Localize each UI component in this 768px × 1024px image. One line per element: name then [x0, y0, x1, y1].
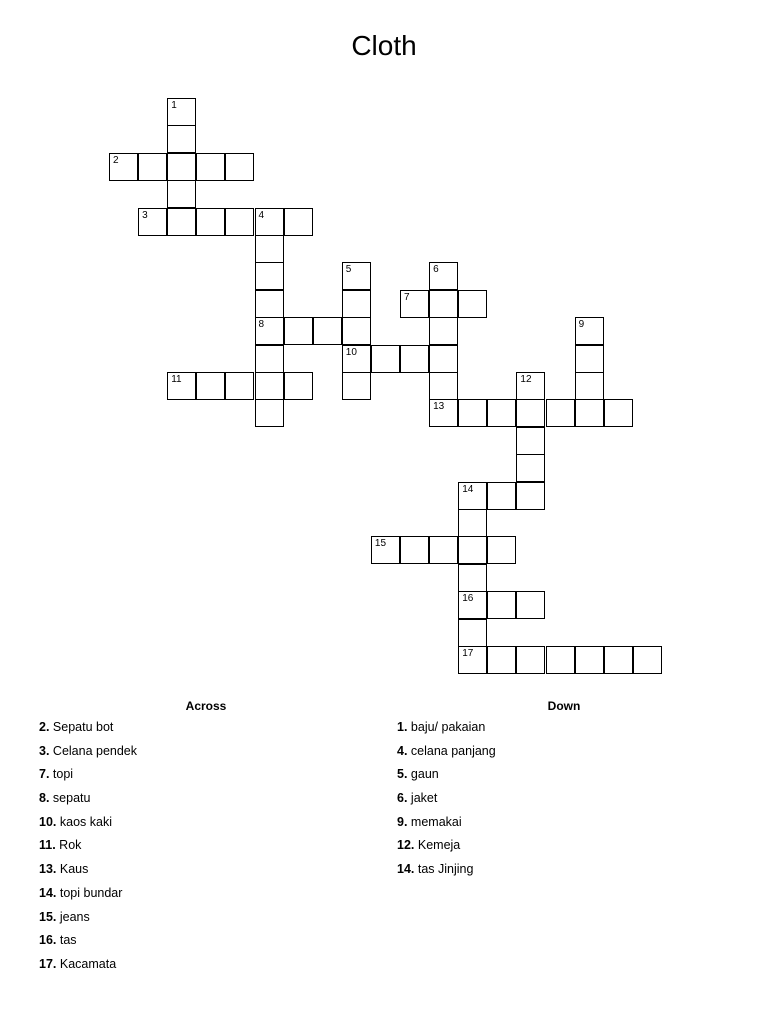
- grid-cell[interactable]: [255, 317, 284, 345]
- clue-number-label: 12.: [397, 838, 415, 853]
- down-clue: [397, 858, 496, 882]
- grid-cell[interactable]: [255, 345, 284, 373]
- down-clue: [397, 811, 496, 835]
- clue-number-label: 16.: [39, 933, 57, 948]
- across-clue: [39, 906, 137, 930]
- across-clue: [39, 858, 137, 882]
- grid-cell[interactable]: [109, 153, 138, 181]
- clue-text: baju/ pakaian: [407, 720, 486, 734]
- clue-number: 11: [171, 374, 182, 385]
- grid-cell[interactable]: [196, 153, 225, 181]
- clue-number: 13: [433, 401, 445, 413]
- clue-number-label: 5.: [397, 767, 408, 782]
- clue-text: Kaus: [56, 862, 89, 877]
- clue-number: 8: [258, 319, 265, 331]
- clue-text: sepatu: [49, 791, 91, 806]
- clue-number-label: 4.: [397, 743, 408, 758]
- across-clue: [39, 763, 137, 787]
- clue-text: Sepatu bot: [49, 720, 114, 734]
- grid-cell[interactable]: [400, 536, 429, 564]
- grid-cell[interactable]: [575, 646, 604, 674]
- clue-number-label: 7.: [39, 767, 50, 782]
- across-clue: [39, 953, 137, 977]
- clue-text: jaket: [407, 791, 438, 806]
- across-clue: [39, 929, 137, 953]
- grid-cell[interactable]: [255, 208, 284, 236]
- clue-text: kaos kaki: [56, 814, 112, 829]
- grid-cell[interactable]: [255, 262, 284, 290]
- across-clue: [39, 834, 137, 858]
- clue-number: 6: [433, 264, 439, 276]
- clue-text: tas Jinjing: [414, 862, 474, 877]
- clue-number: 5: [345, 264, 352, 276]
- clue-number-label: 6.: [397, 791, 408, 806]
- grid-cell[interactable]: [429, 290, 458, 318]
- across-clue: [39, 882, 137, 906]
- grid-cell[interactable]: [575, 372, 604, 400]
- clue-number-label: 14.: [39, 885, 57, 900]
- grid-cell[interactable]: [167, 208, 196, 236]
- grid-cell[interactable]: [342, 290, 371, 318]
- grid-cell[interactable]: [138, 153, 167, 181]
- grid-cell[interactable]: [458, 619, 487, 647]
- clue-number: 4: [258, 209, 265, 221]
- down-clue: [397, 763, 496, 787]
- grid-cell[interactable]: [400, 290, 429, 318]
- grid-cell[interactable]: [487, 591, 516, 619]
- grid-cell[interactable]: [429, 372, 458, 400]
- down-clue-list: [397, 716, 496, 882]
- across-heading: Across: [185, 699, 227, 713]
- grid-cell[interactable]: [225, 208, 254, 236]
- clue-text: topi: [49, 767, 74, 782]
- grid-cell[interactable]: [516, 646, 545, 674]
- grid-cell[interactable]: [575, 345, 604, 373]
- grid-cell[interactable]: [342, 262, 371, 290]
- grid-cell[interactable]: [342, 317, 371, 345]
- grid-cell[interactable]: [225, 372, 254, 400]
- clue-text: tas: [56, 933, 77, 948]
- grid-cell[interactable]: [429, 345, 458, 373]
- down-clue: [397, 716, 496, 740]
- grid-cell[interactable]: [546, 399, 575, 427]
- grid-cell[interactable]: [516, 399, 545, 427]
- grid-cell[interactable]: [575, 399, 604, 427]
- grid-cell[interactable]: [167, 180, 196, 208]
- clue-number: 16: [462, 593, 474, 605]
- clue-text: gaun: [407, 767, 439, 782]
- grid-cell[interactable]: [516, 372, 545, 400]
- clue-number: 9: [578, 319, 585, 331]
- grid-cell[interactable]: [255, 235, 284, 263]
- across-clue: [39, 716, 137, 740]
- grid-cell[interactable]: [429, 399, 458, 427]
- grid-cell[interactable]: [400, 345, 429, 373]
- clue-text: topi bundar: [56, 885, 123, 900]
- clue-number-label: 11.: [39, 838, 56, 853]
- clue-number-label: 15.: [39, 909, 57, 924]
- across-clue: [39, 811, 137, 835]
- clue-text: jeans: [56, 909, 90, 924]
- grid-cell[interactable]: [255, 372, 284, 400]
- clue-number: 7: [404, 291, 410, 303]
- clue-number: 14: [462, 483, 474, 495]
- clue-text: Kacamata: [56, 956, 117, 971]
- grid-cell[interactable]: [255, 290, 284, 318]
- grid-cell[interactable]: [313, 317, 342, 345]
- clue-text: Kemeja: [414, 838, 461, 853]
- grid-cell[interactable]: [604, 646, 633, 674]
- grid-cell[interactable]: [429, 317, 458, 345]
- grid-cell[interactable]: [458, 399, 487, 427]
- grid-cell[interactable]: [196, 208, 225, 236]
- grid-cell[interactable]: [458, 509, 487, 537]
- clue-number-label: 1.: [397, 720, 408, 734]
- grid-cell[interactable]: [138, 208, 167, 236]
- grid-cell[interactable]: [167, 153, 196, 181]
- clue-number-label: 14.: [397, 862, 415, 877]
- grid-cell[interactable]: [516, 454, 545, 482]
- grid-cell[interactable]: [487, 646, 516, 674]
- grid-cell[interactable]: [167, 372, 196, 400]
- grid-cell[interactable]: [458, 591, 487, 619]
- grid-cell[interactable]: [516, 482, 545, 510]
- clue-number-label: 17.: [39, 956, 57, 971]
- across-clue: [39, 787, 137, 811]
- clue-number: 10: [345, 346, 357, 358]
- grid-cell[interactable]: [604, 399, 633, 427]
- grid-cell[interactable]: [196, 372, 225, 400]
- grid-cell[interactable]: [633, 646, 662, 674]
- grid-cell[interactable]: [284, 317, 313, 345]
- down-clue: [397, 740, 496, 764]
- across-clue-list: [39, 716, 137, 977]
- grid-cell[interactable]: [284, 208, 313, 236]
- grid-cell[interactable]: [487, 482, 516, 510]
- grid-cell[interactable]: [167, 98, 196, 126]
- grid-cell[interactable]: [371, 345, 400, 373]
- clue-number-label: 10.: [39, 814, 57, 829]
- clue-number: 2: [113, 154, 119, 166]
- across-clue: [39, 740, 137, 764]
- clue-number-label: 8.: [39, 791, 50, 806]
- grid-cell[interactable]: [458, 536, 487, 564]
- down-clue: [397, 834, 496, 858]
- grid-cell[interactable]: [458, 482, 487, 510]
- clue-number-label: 9.: [397, 814, 408, 829]
- clue-text: Celana pendek: [49, 743, 138, 758]
- grid-cell[interactable]: [429, 536, 458, 564]
- down-clue: [397, 787, 496, 811]
- grid-cell[interactable]: [516, 427, 545, 455]
- clue-number-label: 2.: [39, 720, 50, 734]
- grid-cell[interactable]: [458, 646, 487, 674]
- grid-cell[interactable]: [458, 290, 487, 318]
- clue-text: Rok: [55, 838, 82, 853]
- grid-cell[interactable]: [342, 372, 371, 400]
- grid-cell[interactable]: [255, 399, 284, 427]
- grid-cell[interactable]: [342, 345, 371, 373]
- clue-number: 17: [462, 648, 474, 659]
- grid-cell[interactable]: [458, 564, 487, 592]
- grid-cell[interactable]: [429, 262, 458, 290]
- clue-number-label: 13.: [39, 862, 57, 877]
- grid-cell[interactable]: [575, 317, 604, 345]
- grid-cell[interactable]: [546, 646, 575, 674]
- grid-cell[interactable]: [487, 536, 516, 564]
- grid-cell[interactable]: [516, 591, 545, 619]
- clue-text: celana panjang: [407, 743, 496, 758]
- grid-cell[interactable]: [167, 125, 196, 153]
- grid-cell[interactable]: [225, 153, 254, 181]
- clue-number: 3: [142, 209, 148, 221]
- clue-number: 12: [520, 374, 532, 385]
- clue-text: memakai: [407, 814, 462, 829]
- clue-number: 1: [171, 100, 177, 111]
- grid-cell[interactable]: [487, 399, 516, 427]
- grid-cell[interactable]: [371, 536, 400, 564]
- clue-number: 15: [374, 538, 387, 550]
- clue-number-label: 3.: [39, 743, 50, 758]
- down-heading: Down: [547, 699, 581, 713]
- grid-cell[interactable]: [284, 372, 313, 400]
- puzzle-title: Cloth: [351, 30, 417, 61]
